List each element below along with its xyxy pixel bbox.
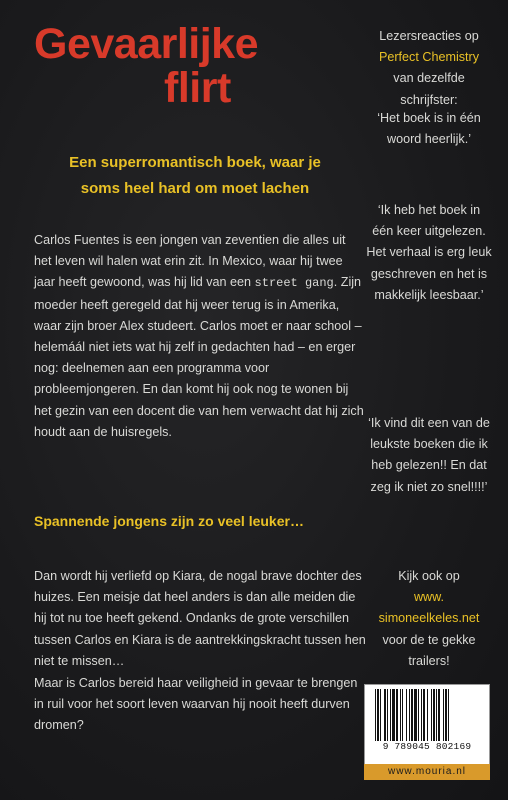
blurb-paragraph-2: Dan wordt hij verliefd op Kiara, de nogal brave dochter des huizes. Een meisje dat heel anders is dan alle meiden die hij tot nu toe heeft gekend. Ondanks de grote verschillen tussen Carlos en Kiara is de aantrekkingskracht tussen hen niet te missen… [34,569,366,668]
barcode-bar [409,689,410,741]
barcode-bar [423,689,425,741]
tagline-line-1: Een superromantisch boek, waar je [69,154,321,171]
title-line-2: flirt [164,64,231,112]
review-quote-2: ‘Ik heb het boek in één keer uitgelezen. Het verhaal is erg leuk geschreven en het is makkelijk leesbaar.’ [366,203,492,302]
website-url-part-1: www. [413,590,445,605]
barcode-bar [418,689,419,741]
reviews-intro [366,26,492,111]
barcode-bar [402,689,403,741]
barcode-bar [421,689,422,741]
blurb-paragraph-3: Maar is Carlos bereid haar veiligheid in gevaar te brengen in ruil voor het soort leven waarvan hij nooit heeft durven dromen? [34,676,358,733]
barcode-label [364,684,490,765]
blurb-p1-text-end: . Zijn moeder heeft geregeld dat hij weer terug is in Amerika, waar zijn broer Alex studeert. Carlos moet er naar school – helemáál niet iets wat hij zelf in gedachten had – en erger nog: deelnemen aan een programma voor probleemjongeren. En dan komt hij ook nog te wonen bij het gezin van een docent die van hem verwacht dat hij zich houdt aan de huisregels. [34,275,364,439]
barcode-bar [414,689,417,741]
barcode-bar [433,689,435,741]
barcode-bar [436,689,437,741]
reviews-intro-line-1: Lezersreacties op [379,29,479,43]
barcode-bar [390,689,391,741]
reviews-intro-book: Perfect Chemistry [378,50,480,65]
barcode-bar [411,689,413,741]
barcode-bar [384,689,386,741]
review-quote-1: ‘Het boek is in één woord heerlijk.’ [377,111,481,147]
title-line-1: Gevaarlijke [34,20,259,68]
barcode-icon [373,689,483,741]
barcode-bar [431,689,432,741]
barcode-bar [396,689,398,741]
book-title [34,22,354,110]
blurb-p1-mono: street gang [254,276,334,291]
barcode-bar [375,689,376,741]
barcode-bar [445,689,447,741]
review-quote-3: ‘Ik vind dit een van de leukste boeken die ik heb gelezen!! En dat zeg ik niet zo snel!!!!’ [368,416,490,494]
isbn-number: 9 789045 802169 [382,741,472,752]
reviews-intro-line-3: van dezelfde [393,71,465,86]
blurb-paragraph-1 [34,230,366,443]
barcode-bar [400,689,401,741]
blurb-subheading: Spannende jongens zijn zo veel leuker… [34,513,304,529]
barcode-bar [380,689,381,741]
barcode-bar [387,689,388,741]
tagline-line-2: soms heel hard om moet lachen [80,180,310,197]
website-note-text: Kijk ook op [398,569,460,583]
barcode-bar [377,689,379,741]
barcode-bar [448,689,449,741]
barcode-bar [427,689,428,741]
barcode-bar [438,689,440,741]
publisher-url: www.mouria.nl [364,764,490,780]
barcode-bar [443,689,444,741]
barcode-bar [392,689,395,741]
tagline [36,150,354,202]
website-note-line-1 [366,566,492,608]
blurb-p1-text: Carlos Fuentes is een jongen van zeventien die alles uit het leven wil halen wat erin zit. In Mexico, waar hij twee jaar heeft gewoond, was hij lid van een [34,233,346,290]
website-note-line-3: voor de te gekke trailers! [382,632,476,668]
website-url-part-2: simoneelkeles.net [378,611,480,626]
reviews-intro-line-4: schrijfster: [400,92,458,107]
barcode-bar [406,689,407,741]
website-note [366,566,492,672]
